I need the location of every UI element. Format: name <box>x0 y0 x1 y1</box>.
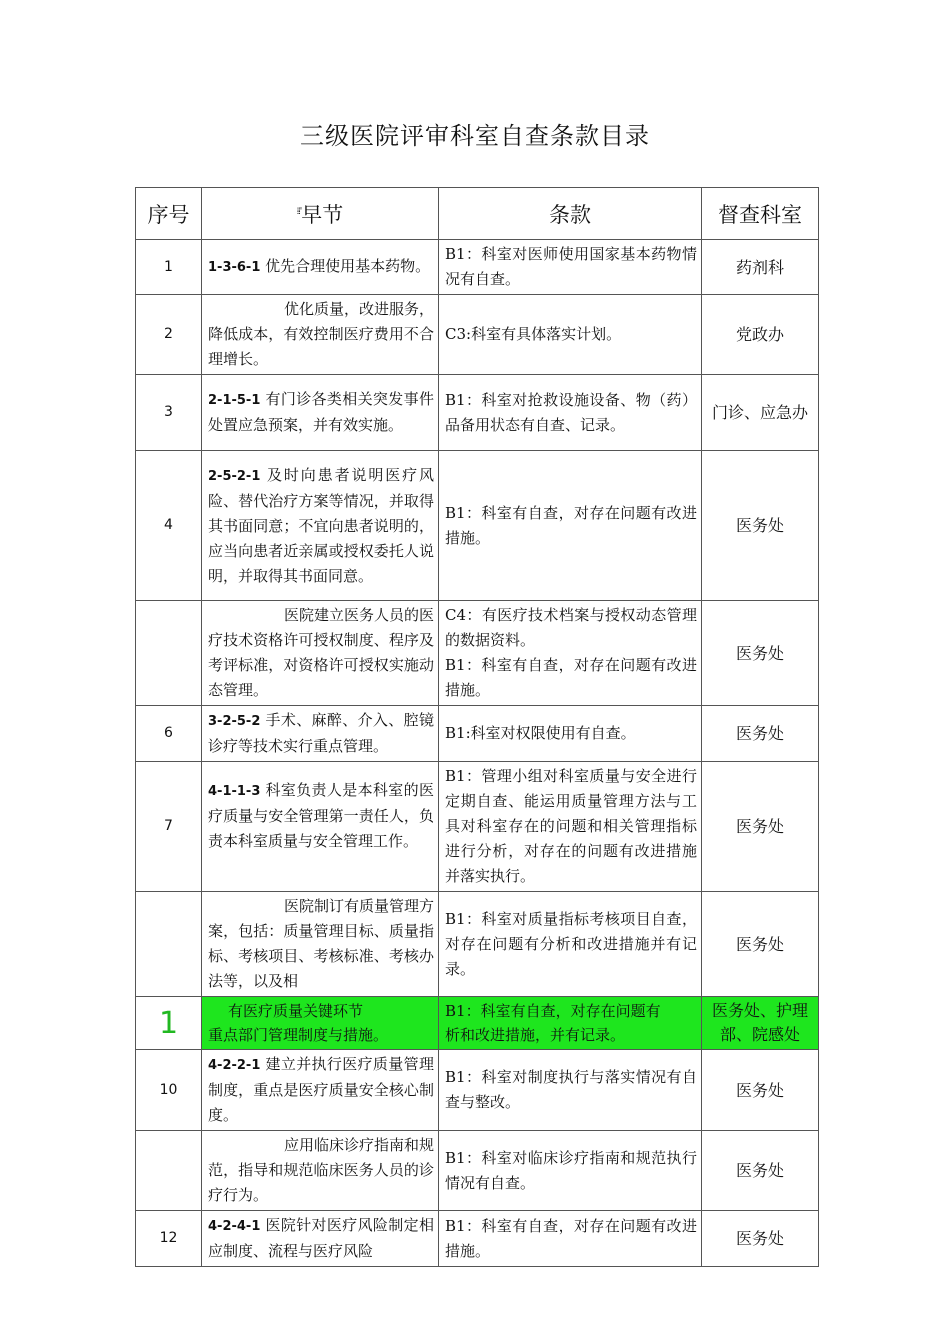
row-clause-line: B1：科室有自查，对存在问题有改进措施。 <box>445 656 697 699</box>
table-row <box>136 762 819 892</box>
row-no: 3 <box>136 375 202 451</box>
row-dept: 医务处 <box>702 601 819 706</box>
row-clause: B1：科室对制度执行与落实情况有自查与整改。 <box>439 1050 702 1131</box>
row-code: 4-2-2-1 <box>208 1058 261 1073</box>
row-clause: B1：科室对抢救设施设备、物（药）品备用状态有自查、记录。 <box>439 375 702 451</box>
row-chapter-text: 优化质量，改进服务，降低成本，有效控制医疗费用不合理增长。 <box>208 300 435 368</box>
row-clause-line: 析和改进措施，并有记录。 <box>445 1026 626 1044</box>
row-dept: 医务处 <box>702 706 819 762</box>
row-code: 2-5-2-1 <box>208 468 261 484</box>
table-row <box>136 451 819 601</box>
row-code: 3-2-5-2 <box>208 714 261 729</box>
row-chapter-text: 科室负责人是本科室的医疗质量与安全管理第一责任人，负责本科室质量与安全管理工作。 <box>208 781 434 850</box>
row-chapter-text: 建立并执行医疗质量管理制度，重点是医疗质量安全核心制度。 <box>208 1055 434 1124</box>
row-chapter <box>202 997 439 1050</box>
header-chapter-prefix: ⁞⁞' <box>296 206 302 217</box>
row-no <box>136 892 202 997</box>
row-clause: B1：科室对医师使用国家基本药物情况有自查。 <box>439 240 702 295</box>
row-clause: B1：科室有自查，对存在问题有改进措施。 <box>439 1211 702 1267</box>
row-chapter-text: 应用临床诊疗指南和规范，指导和规范临床医务人员的诊疗行为。 <box>208 1136 435 1204</box>
row-chapter-text: 优先合理使用基本药物。 <box>265 257 431 275</box>
row-chapter-text: 医院建立医务人员的医疗技术资格许可授权制度、程序及考评标准，对资格许可授权实施动态管理。 <box>208 606 435 699</box>
row-clause-line: C4：有医疗技术档案与授权动态管理的数据资料。 <box>445 606 697 649</box>
table-row <box>136 1131 819 1211</box>
row-no: 7 <box>136 762 202 892</box>
table-row <box>136 601 819 706</box>
row-no: 6 <box>136 706 202 762</box>
row-dept: 医务处 <box>702 1050 819 1131</box>
row-no: 1 <box>136 997 202 1050</box>
row-chapter <box>202 601 439 706</box>
inspection-table <box>135 187 819 1267</box>
row-chapter-line: 有医疗质量关键环节 <box>228 1002 364 1020</box>
row-chapter <box>202 240 439 295</box>
row-clause: B1：科室对临床诊疗指南和规范执行情况有自查。 <box>439 1131 702 1211</box>
row-dept: 党政办 <box>702 295 819 375</box>
row-chapter-text: 有门诊各类相关突发事件处置应急预案，并有效实施。 <box>208 390 434 434</box>
row-no: 12 <box>136 1211 202 1267</box>
row-no: 4 <box>136 451 202 601</box>
row-chapter <box>202 375 439 451</box>
table-row <box>136 295 819 375</box>
row-clause <box>439 997 702 1050</box>
table-row <box>136 375 819 451</box>
row-code: 2-1-5-1 <box>208 393 261 408</box>
row-chapter <box>202 1211 439 1267</box>
row-dept: 医务处 <box>702 892 819 997</box>
header-dept: 督查科室 <box>702 188 819 240</box>
row-chapter <box>202 706 439 762</box>
row-chapter <box>202 892 439 997</box>
row-dept: 医务处 <box>702 1211 819 1267</box>
row-dept: 医务处 <box>702 1131 819 1211</box>
row-chapter-line: 重点部门管理制度与措施。 <box>208 1026 389 1044</box>
table-row <box>136 1211 819 1267</box>
row-chapter <box>202 1131 439 1211</box>
header-clause: 条款 <box>439 188 702 240</box>
row-no <box>136 601 202 706</box>
header-chapter-label: 早节 <box>301 202 344 227</box>
row-dept: 医务处 <box>702 451 819 601</box>
row-code: 4-1-1-3 <box>208 784 261 799</box>
row-clause <box>439 601 702 706</box>
table-row <box>136 892 819 997</box>
row-no <box>136 1131 202 1211</box>
header-no: 序号 <box>136 188 202 240</box>
row-clause: C3:科室有具体落实计划。 <box>439 295 702 375</box>
row-dept: 医务处、护理部、院感处 <box>702 997 819 1050</box>
row-chapter-text: 医院制订有质量管理方案，包括：质量管理目标、质量指标、考核项目、考核标准、考核办法等，以及相 <box>208 897 435 990</box>
row-clause: B1：管理小组对科室质量与安全进行定期自查、能运用质量管理方法与工具对科室存在的问题和相关管理指标进行分析，对存在的问题有改进措施并落实执行。 <box>439 762 702 892</box>
row-dept: 医务处 <box>702 762 819 892</box>
row-chapter-text: 医院针对医疗风险制定相应制度、流程与医疗风险 <box>208 1216 434 1260</box>
row-no: 1 <box>136 240 202 295</box>
row-dept: 药剂科 <box>702 240 819 295</box>
table-row <box>136 240 819 295</box>
table-row <box>136 706 819 762</box>
row-chapter-text: 及时向患者说明医疗风险、替代治疗方案等情况，并取得其书面同意；不宜向患者说明的，应当向患者近亲属或授权委托人说明，并取得其书面同意。 <box>208 465 434 585</box>
row-no: 2 <box>136 295 202 375</box>
row-clause: B1：科室有自查，对存在问题有改进措施。 <box>439 451 702 601</box>
row-chapter <box>202 451 439 601</box>
row-no: 10 <box>136 1050 202 1131</box>
row-chapter <box>202 1050 439 1131</box>
row-chapter-text: 手术、麻醉、介入、腔镜诊疗等技术实行重点管理。 <box>208 711 434 755</box>
page-title: 三级医院评审科室自查条款目录 <box>300 122 650 150</box>
table-row-highlighted <box>136 997 819 1050</box>
header-chapter <box>202 188 439 240</box>
row-code: 4-2-4-1 <box>208 1219 261 1234</box>
table-header <box>136 188 819 240</box>
row-clause: B1：科室对质量指标考核项目自查，对存在问题有分析和改进措施并有记录。 <box>439 892 702 997</box>
row-clause-line: B1：科室有自查，对存在问题有 <box>445 1002 661 1020</box>
row-clause: B1:科室对权限使用有自查。 <box>439 706 702 762</box>
row-chapter <box>202 762 439 892</box>
row-dept: 门诊、应急办 <box>702 375 819 451</box>
table-row <box>136 1050 819 1131</box>
row-code: 1-3-6-1 <box>208 260 261 275</box>
row-chapter <box>202 295 439 375</box>
